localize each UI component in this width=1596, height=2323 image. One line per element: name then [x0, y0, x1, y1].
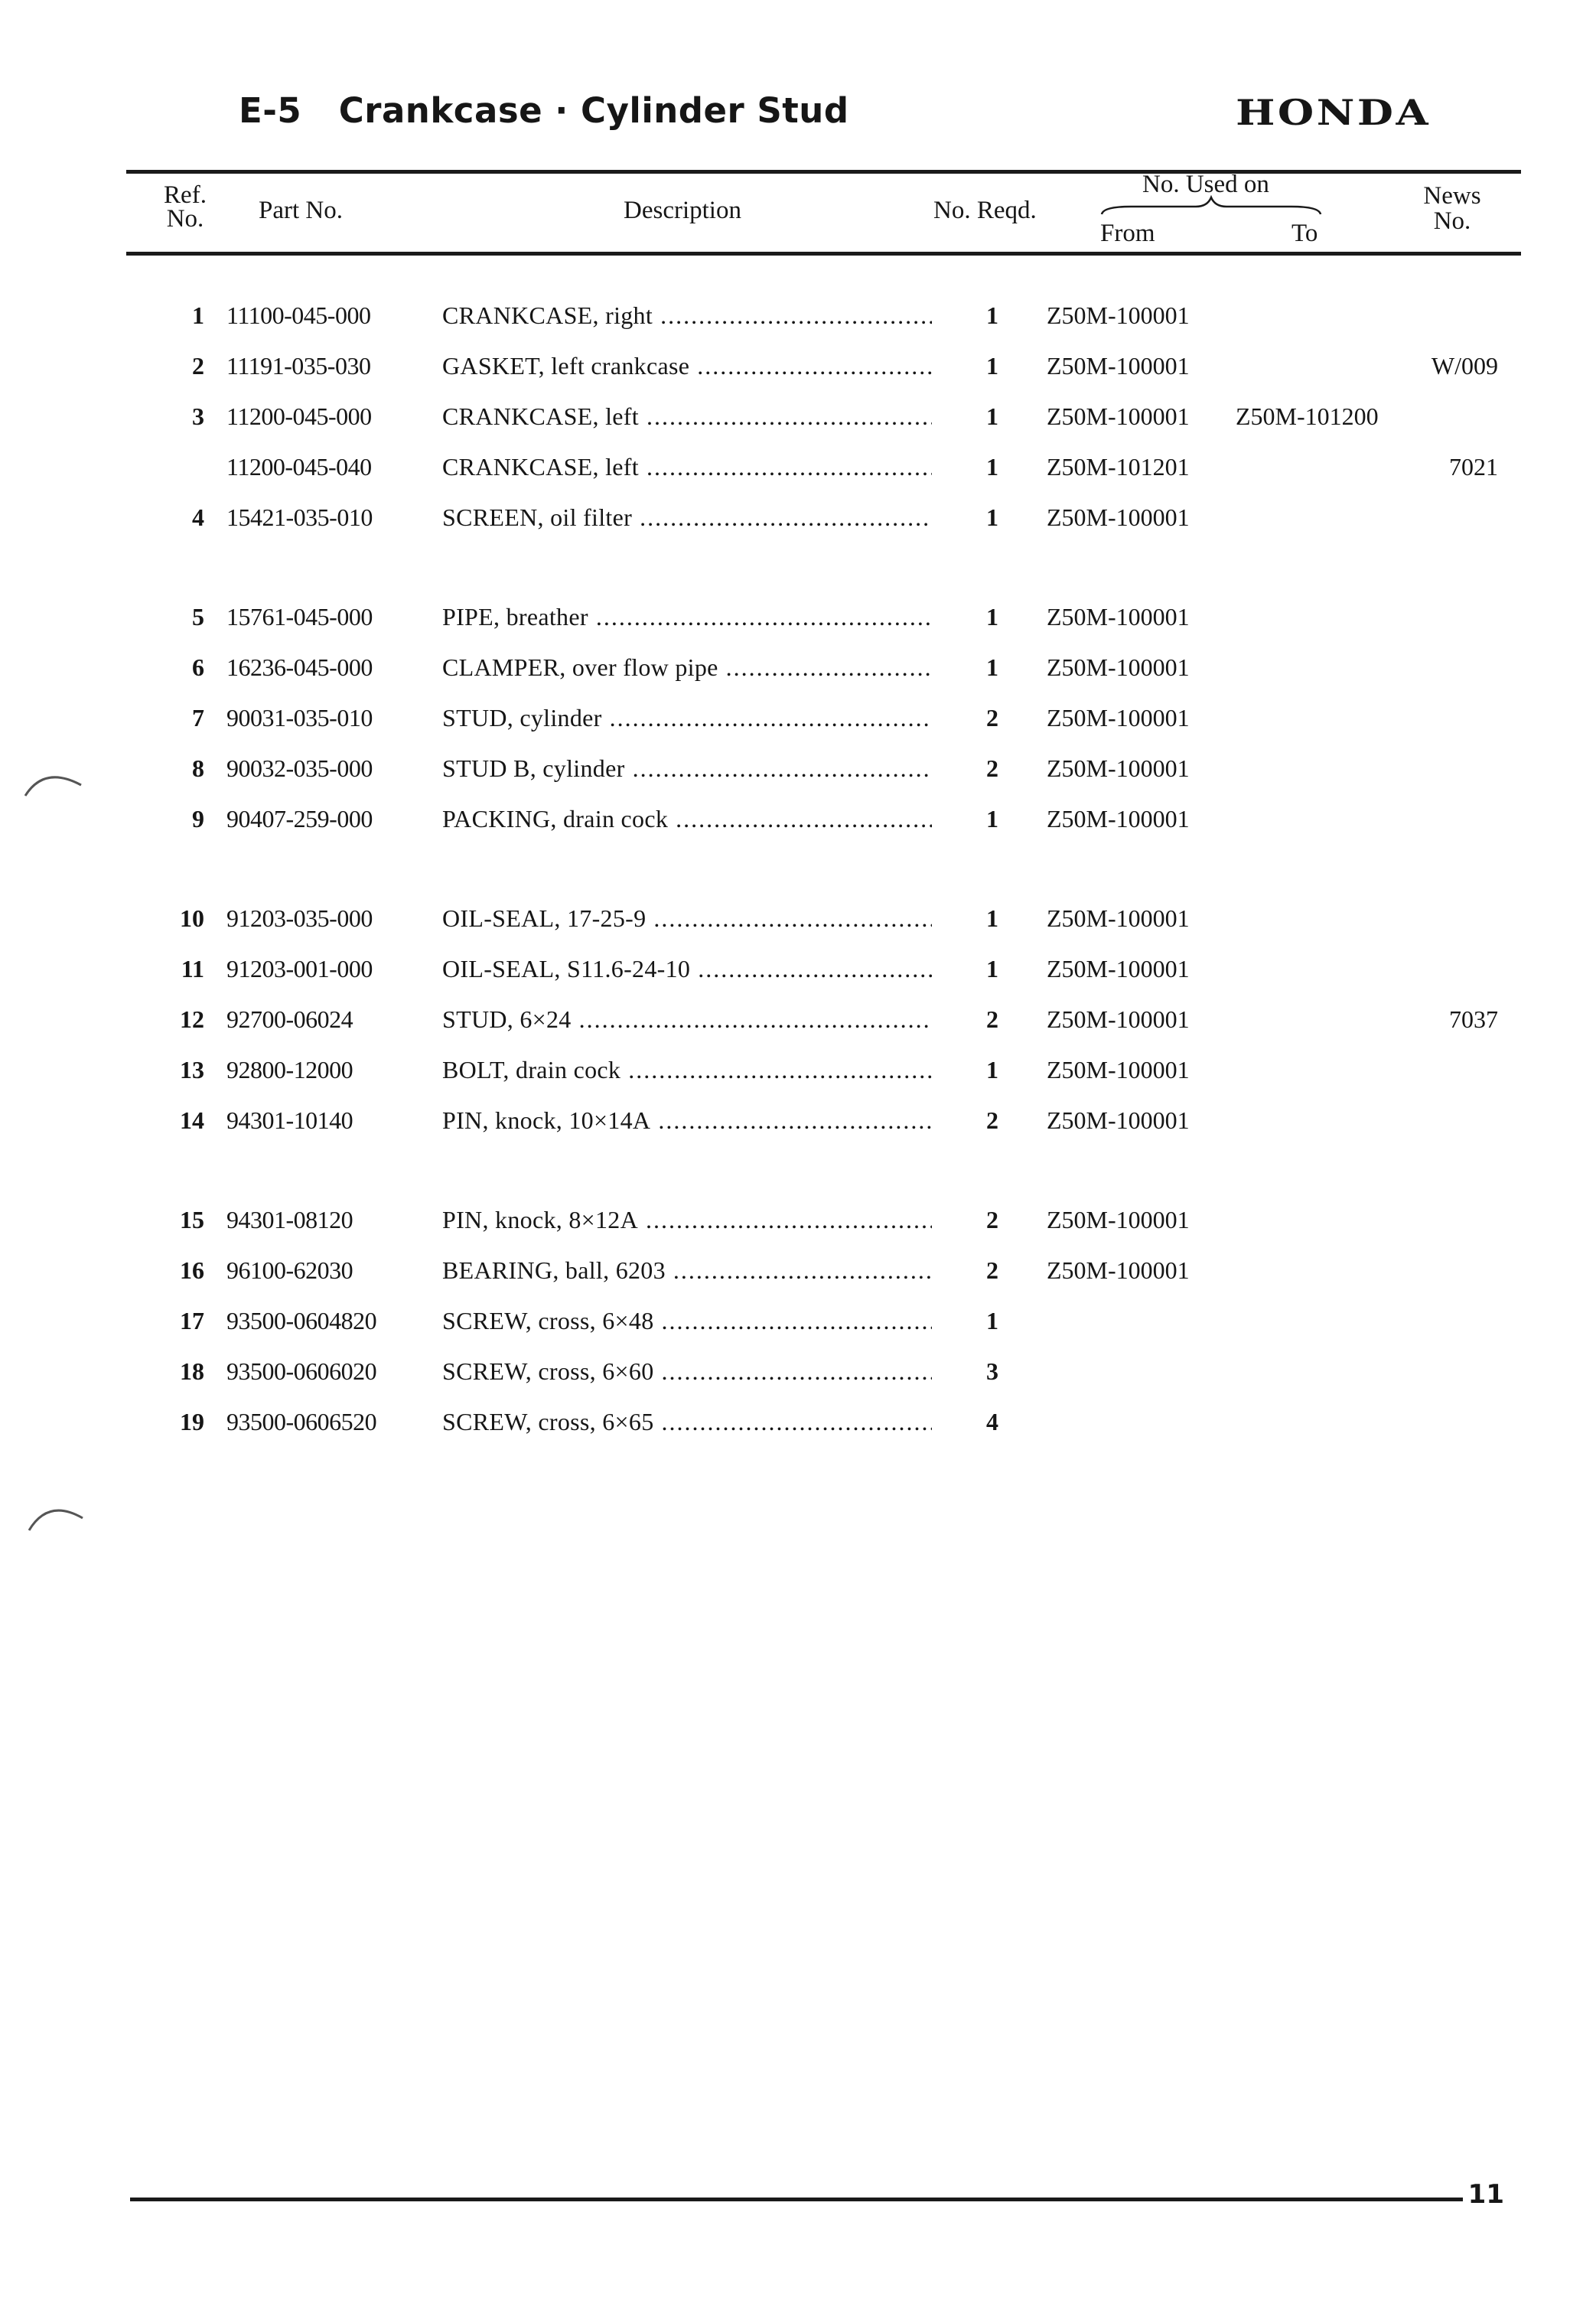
ref-header-line1: Ref. — [164, 181, 207, 209]
cell-qty-required: 1 — [986, 904, 998, 932]
table-row — [0, 442, 1596, 493]
cell-ref-no: 15 — [180, 1206, 204, 1233]
used-on-brace-icon — [1100, 194, 1322, 216]
table-row — [0, 1045, 1596, 1096]
cell-ref-no: 2 — [192, 352, 204, 380]
binding-mark-bottom — [21, 1492, 90, 1538]
cell-part-no: 93500-0604820 — [226, 1307, 377, 1334]
header-bottom-rule — [126, 252, 1521, 256]
cell-description: SCREW, cross, 6×65 ..... — [442, 1408, 932, 1435]
cell-part-no: 90032-035-000 — [226, 754, 373, 782]
binding-mark-top — [21, 758, 90, 803]
cell-qty-required: 2 — [986, 704, 998, 731]
cell-used-from: Z50M-100001 — [1047, 352, 1190, 380]
cell-description: SCREW, cross, 6×60 ..... — [442, 1357, 932, 1385]
honda-logo: HONDA — [1235, 92, 1431, 133]
cell-qty-required: 4 — [986, 1408, 998, 1435]
cell-qty-required: 2 — [986, 1005, 998, 1033]
cell-part-no: 91203-035-000 — [226, 904, 373, 932]
cell-part-no: 11200-045-000 — [226, 402, 372, 430]
cell-part-no: 91203-001-000 — [226, 955, 373, 982]
cell-used-from: Z50M-100001 — [1047, 603, 1190, 630]
table-row — [0, 1096, 1596, 1146]
cell-part-no: 93500-0606020 — [226, 1357, 377, 1385]
cell-qty-required: 2 — [986, 1206, 998, 1233]
cell-ref-no: 6 — [192, 653, 204, 681]
table-row — [0, 493, 1596, 543]
cell-news-no: 7037 — [1449, 1005, 1498, 1033]
table-row — [0, 643, 1596, 693]
cell-ref-no: 1 — [192, 301, 204, 329]
cell-used-from: Z50M-100001 — [1047, 1056, 1190, 1083]
table-row — [0, 291, 1596, 341]
cell-description: OIL-SEAL, S11.6-24-10 ..... — [442, 955, 932, 982]
cell-qty-required: 1 — [986, 805, 998, 832]
cell-used-from: Z50M-101201 — [1047, 453, 1190, 481]
cell-used-from: Z50M-100001 — [1047, 955, 1190, 982]
cell-used-from: Z50M-100001 — [1047, 503, 1190, 531]
cell-description: STUD B, cylinder ..... — [442, 754, 932, 782]
cell-ref-no: 12 — [180, 1005, 204, 1033]
cell-ref-no: 7 — [192, 704, 204, 731]
cell-used-from: Z50M-100001 — [1047, 653, 1190, 681]
table-row — [0, 1195, 1596, 1246]
cell-qty-required: 2 — [986, 1106, 998, 1134]
news-header-line1: News — [1423, 182, 1481, 210]
cell-ref-no: 19 — [180, 1408, 204, 1435]
table-row — [0, 1397, 1596, 1448]
cell-ref-no: 8 — [192, 754, 204, 782]
cell-description: CRANKCASE, left ..... — [442, 453, 932, 481]
cell-description: PACKING, drain cock ..... — [442, 805, 932, 832]
column-header-used-on: No. Used on — [1142, 171, 1269, 198]
cell-ref-no: 10 — [180, 904, 204, 932]
cell-used-from: Z50M-100001 — [1047, 704, 1190, 731]
footer-rule — [130, 2198, 1463, 2201]
cell-part-no: 90031-035-010 — [226, 704, 373, 731]
cell-part-no: 93500-0606520 — [226, 1408, 377, 1435]
cell-used-from: Z50M-100001 — [1047, 805, 1190, 832]
column-header-no-reqd: No. Reqd. — [933, 197, 1037, 224]
table-row — [0, 944, 1596, 995]
table-row — [0, 1296, 1596, 1347]
cell-ref-no: 4 — [192, 503, 204, 531]
cell-used-from: Z50M-100001 — [1047, 402, 1190, 430]
section-title: E-5 Crankcase · Cylinder Stud — [239, 90, 849, 131]
cell-qty-required: 1 — [986, 402, 998, 430]
cell-description: BEARING, ball, 6203 ..... — [442, 1256, 932, 1284]
cell-ref-no: 5 — [192, 603, 204, 630]
cell-qty-required: 1 — [986, 603, 998, 630]
cell-ref-no: 17 — [180, 1307, 204, 1334]
cell-part-no: 92800-12000 — [226, 1056, 353, 1083]
cell-qty-required: 2 — [986, 1256, 998, 1284]
column-header-to: To — [1291, 220, 1318, 247]
cell-part-no: 96100-62030 — [226, 1256, 353, 1284]
cell-ref-no: 14 — [180, 1106, 204, 1134]
cell-qty-required: 1 — [986, 1056, 998, 1083]
cell-description: SCREEN, oil filter ..... — [442, 503, 932, 531]
cell-ref-no: 11 — [181, 955, 204, 982]
table-row — [0, 894, 1596, 944]
cell-qty-required: 1 — [986, 1307, 998, 1334]
cell-ref-no: 13 — [180, 1056, 204, 1083]
column-header-from: From — [1100, 220, 1155, 247]
cell-description: PIN, knock, 8×12A ..... — [442, 1206, 932, 1233]
cell-part-no: 11200-045-040 — [226, 453, 372, 481]
cell-part-no: 94301-08120 — [226, 1206, 353, 1233]
cell-qty-required: 1 — [986, 301, 998, 329]
table-row — [0, 744, 1596, 794]
column-header-news-no — [1414, 184, 1490, 234]
table-row — [0, 1246, 1596, 1296]
ref-header-line2: No. — [166, 205, 204, 233]
cell-qty-required: 1 — [986, 503, 998, 531]
cell-description: PIPE, breather ..... — [442, 603, 932, 630]
column-headers — [0, 170, 1596, 252]
table-row — [0, 693, 1596, 744]
cell-used-to: Z50M-101200 — [1236, 402, 1379, 430]
cell-description: GASKET, left crankcase ..... — [442, 352, 932, 380]
cell-ref-no: 3 — [192, 402, 204, 430]
column-header-part-no: Part No. — [259, 197, 343, 224]
cell-used-from: Z50M-100001 — [1047, 1005, 1190, 1033]
cell-description: CRANKCASE, left ..... — [442, 402, 932, 430]
cell-part-no: 11191-035-030 — [226, 352, 371, 380]
news-header-line2: No. — [1433, 207, 1471, 235]
cell-part-no: 94301-10140 — [226, 1106, 353, 1134]
cell-news-no: 7021 — [1449, 453, 1498, 481]
page-header — [239, 90, 1432, 144]
cell-used-from: Z50M-100001 — [1047, 301, 1190, 329]
cell-qty-required: 3 — [986, 1357, 998, 1385]
cell-description: STUD, 6×24 ..... — [442, 1005, 932, 1033]
cell-qty-required: 1 — [986, 352, 998, 380]
cell-description: SCREW, cross, 6×48 ..... — [442, 1307, 932, 1334]
cell-description: OIL-SEAL, 17-25-9 ..... — [442, 904, 932, 932]
cell-used-from: Z50M-100001 — [1047, 754, 1190, 782]
column-header-description: Description — [624, 197, 741, 224]
cell-ref-no: 9 — [192, 805, 204, 832]
cell-description: BOLT, drain cock ..... — [442, 1056, 932, 1083]
cell-ref-no: 18 — [180, 1357, 204, 1385]
cell-qty-required: 1 — [986, 955, 998, 982]
cell-description: STUD, cylinder ..... — [442, 704, 932, 731]
cell-part-no: 15761-045-000 — [226, 603, 373, 630]
table-row — [0, 592, 1596, 643]
table-row — [0, 341, 1596, 392]
table-row — [0, 794, 1596, 845]
cell-description: CLAMPER, over flow pipe ..... — [442, 653, 932, 681]
cell-description: CRANKCASE, right ..... — [442, 301, 932, 329]
table-row — [0, 392, 1596, 442]
cell-description: PIN, knock, 10×14A ..... — [442, 1106, 932, 1134]
table-row — [0, 1347, 1596, 1397]
cell-used-from: Z50M-100001 — [1047, 1206, 1190, 1233]
cell-news-no: W/009 — [1431, 352, 1498, 380]
cell-part-no: 90407-259-000 — [226, 805, 373, 832]
table-row — [0, 995, 1596, 1045]
cell-ref-no: 16 — [180, 1256, 204, 1284]
parts-table — [0, 291, 1596, 1448]
cell-qty-required: 2 — [986, 754, 998, 782]
cell-part-no: 11100-045-000 — [226, 301, 371, 329]
cell-qty-required: 1 — [986, 653, 998, 681]
page-number: 11 — [1467, 2179, 1504, 2210]
cell-part-no: 15421-035-010 — [226, 503, 373, 531]
cell-part-no: 16236-045-000 — [226, 653, 373, 681]
cell-used-from: Z50M-100001 — [1047, 1256, 1190, 1284]
cell-qty-required: 1 — [986, 453, 998, 481]
cell-used-from: Z50M-100001 — [1047, 904, 1190, 932]
cell-part-no: 92700-06024 — [226, 1005, 353, 1033]
cell-used-from: Z50M-100001 — [1047, 1106, 1190, 1134]
column-header-ref-no — [162, 181, 208, 233]
